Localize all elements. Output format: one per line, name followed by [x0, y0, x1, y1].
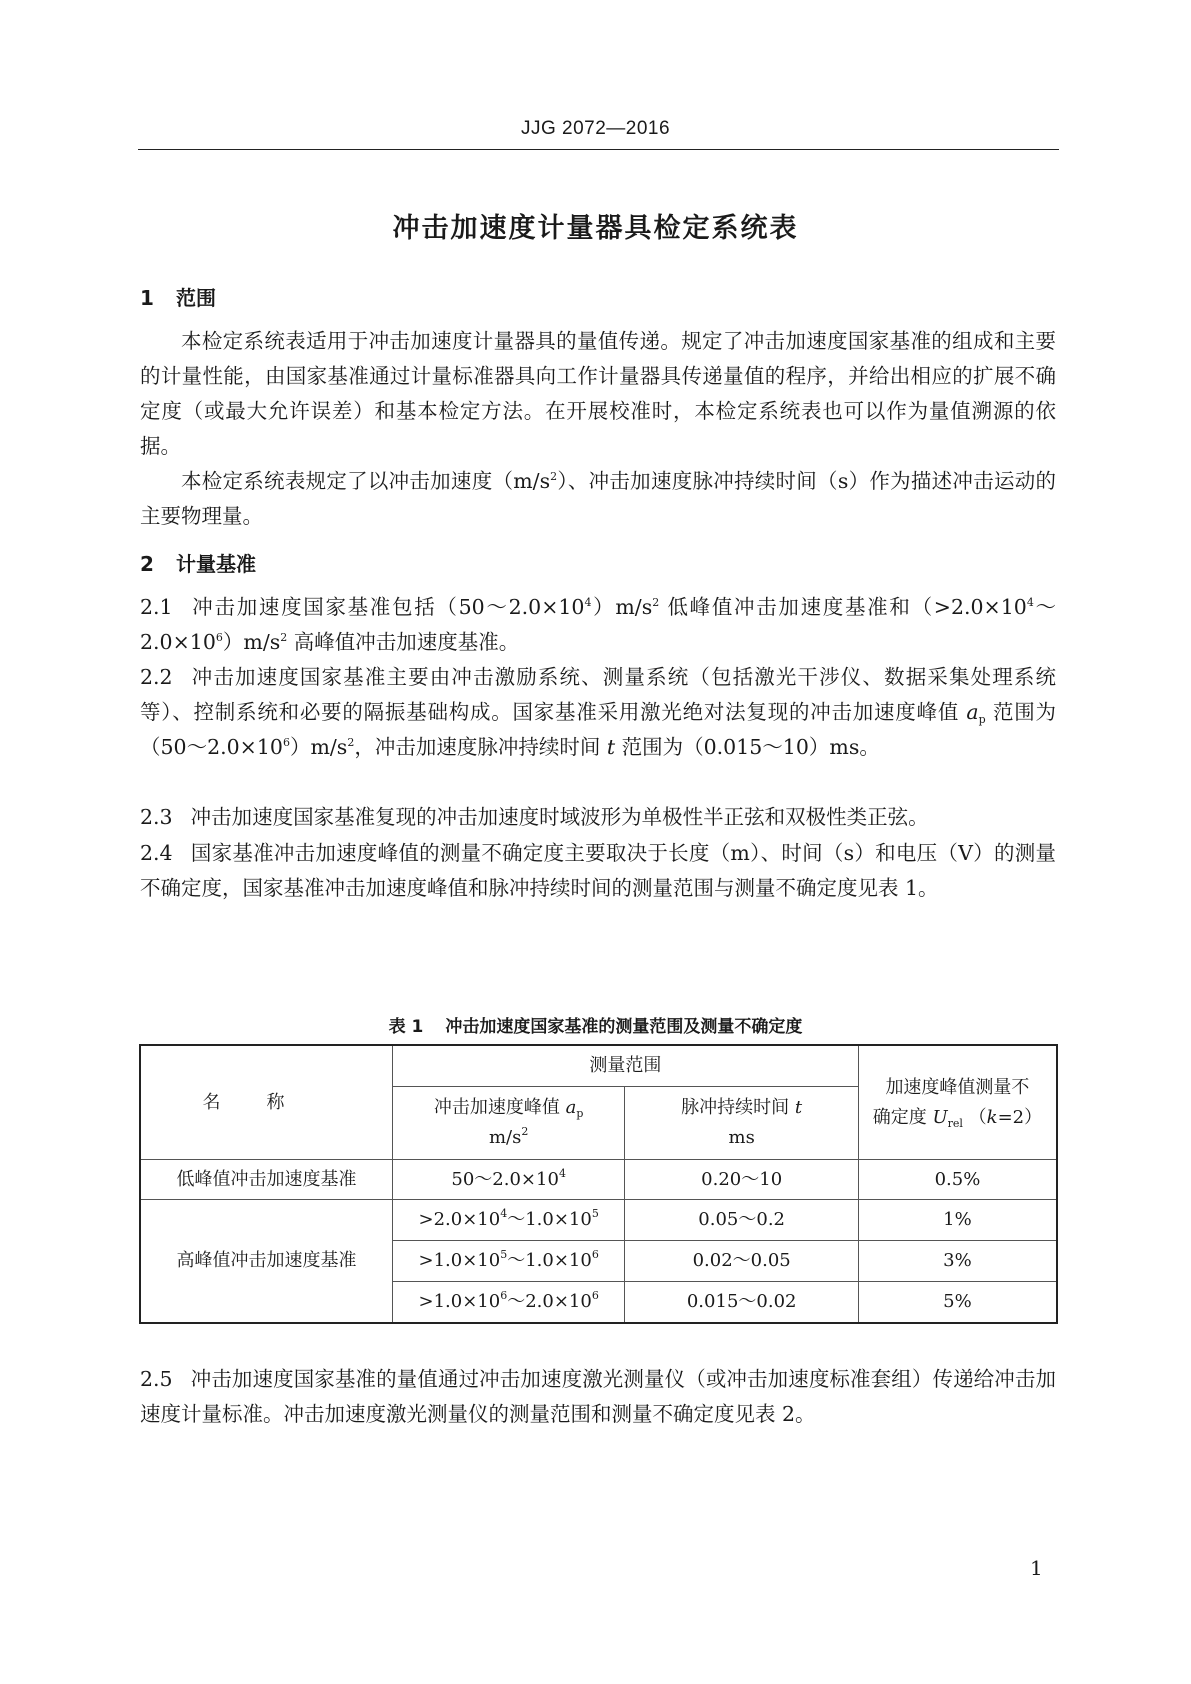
text-run: 冲击加速度峰值 [433, 1097, 560, 1118]
clause-number: 2.2 [140, 665, 173, 689]
symbol: a [966, 700, 979, 724]
page-number: 1 [1030, 1556, 1043, 1580]
scope-paragraph-2 [140, 464, 1056, 534]
table-row [140, 1160, 1057, 1200]
name-cell: 高峰值冲击加速度基准 [140, 1200, 392, 1324]
text-run: ～1.0×10 [507, 1209, 592, 1230]
header-text: 加速度峰值测量不 [885, 1076, 1030, 1098]
header-range-cell: 测量范围 [392, 1045, 858, 1087]
superscript: 4 [558, 1166, 566, 1180]
header-unit: ms [728, 1127, 755, 1148]
duration-cell: 0.20～10 [625, 1160, 858, 1200]
table-1 [139, 1044, 1058, 1324]
duration-cell: 0.02～0.05 [625, 1241, 858, 1282]
section-number: 2 [140, 552, 154, 576]
symbol: a [565, 1097, 577, 1118]
document-code-header: JJG 2072—2016 [520, 118, 671, 139]
peak-range-cell [392, 1200, 625, 1241]
superscript: 5 [500, 1248, 508, 1261]
superscript: 2 [280, 631, 288, 644]
section-title: 计量基准 [176, 552, 256, 576]
scope-paragraph-1: 本检定系统表适用于冲击加速度计量器具的量值传递。规定了冲击加速度国家基准的组成和主要的计量性能，由国家基准通过计量标准器具向工作计量器具传递量值的程序，并给出相应的扩展不确定度（或最大允许误差）和基本检定方法。在开展校准时，本检定系统表也可以作为量值溯源的依据。 [140, 329, 1056, 458]
uncertainty-cell: 5% [858, 1282, 1057, 1324]
text-run: 范围为（0.015～10）ms。 [615, 735, 880, 759]
text-run: >1.0×10 [418, 1250, 501, 1271]
clause-2-2 [140, 660, 1056, 765]
superscript: 4 [500, 1207, 508, 1220]
text-run: 冲击加速度国家基准主要由冲击激励系统、测量系统（包括激光干涉仪、数据采集处理系统等）、控制系统和必要的隔振基础构成。国家基准采用激光绝对法复现的冲击加速度峰值 [140, 665, 1056, 724]
uncertainty-cell: 1% [858, 1200, 1057, 1241]
header-text [393, 1093, 625, 1123]
header-duration-cell [625, 1087, 858, 1160]
superscript: 2 [521, 1125, 529, 1138]
peak-range-cell [392, 1160, 625, 1200]
clause-number: 2.4 [140, 841, 173, 865]
clause-number: 2.1 [140, 595, 173, 619]
text-run: =2） [997, 1106, 1043, 1128]
header-peak-cell [392, 1087, 625, 1160]
text-run: 50～2.0×10 [451, 1168, 559, 1190]
text-run: 确定度 [872, 1106, 927, 1128]
name-cell: 低峰值冲击加速度基准 [140, 1160, 392, 1200]
text-run: ～2.0×10 [140, 595, 1057, 654]
superscript: 2 [550, 470, 558, 483]
superscript: 2 [347, 736, 355, 749]
text-run: >1.0×10 [418, 1291, 501, 1312]
header-text [625, 1093, 857, 1123]
section-1-heading [140, 282, 216, 311]
superscript: 6 [215, 631, 223, 644]
duration-cell: 0.015～0.02 [625, 1282, 858, 1324]
section-number: 1 [140, 286, 154, 310]
clause-number: 2.5 [140, 1367, 173, 1391]
superscript: 6 [500, 1289, 508, 1302]
text-run: 脉冲持续时间 [681, 1097, 790, 1118]
text-run: ）m/s [222, 630, 281, 654]
superscript: 6 [282, 736, 290, 749]
subscript: rel [947, 1116, 963, 1130]
superscript: 4 [584, 596, 592, 609]
text-run: （ [968, 1106, 987, 1128]
symbol: t [606, 735, 616, 759]
clause-2-1 [140, 590, 1056, 660]
text-run: 国家基准冲击加速度峰值的测量不确定度主要取决于长度（m）、时间（s）和电压（V）的测量不确定度，国家基准冲击加速度峰值和脉冲持续时间的测量范围与测量不确定度见表 1。 [140, 841, 1056, 900]
uncertainty-cell: 0.5% [858, 1160, 1057, 1200]
caption-text: 冲击加速度国家基准的测量范围及测量不确定度 [445, 1017, 803, 1037]
section-2-heading [140, 548, 256, 577]
header-divider [138, 149, 1059, 150]
table-1-caption [0, 1012, 1191, 1037]
text-run: 冲击加速度国家基准包括（50～2.0×10 [190, 595, 585, 619]
header-unit [393, 1123, 625, 1153]
text-run: ）m/s [289, 735, 348, 759]
header-uncertainty-cell [858, 1045, 1057, 1160]
text-run: 范围为（50～2.0×10 [140, 700, 1056, 759]
text-run: 低峰值冲击加速度基准和（>2.0×10 [659, 595, 1027, 619]
peak-range-cell [392, 1241, 625, 1282]
superscript: 4 [1026, 596, 1034, 609]
header-text [859, 1103, 1056, 1133]
table-header-row [140, 1045, 1057, 1087]
section-title: 范围 [176, 286, 216, 310]
peak-range-cell [392, 1282, 625, 1324]
text-run: >2.0×10 [418, 1209, 501, 1230]
clause-2-3 [140, 800, 1056, 835]
symbol: t [794, 1097, 803, 1118]
text-run: 冲击加速度国家基准复现的冲击加速度时域波形为单极性半正弦和双极性类正弦。 [190, 805, 929, 829]
caption-number: 表 1 [388, 1017, 424, 1037]
text-run: ）m/s [591, 595, 653, 619]
text-run: ，冲击加速度脉冲持续时间 [354, 735, 607, 759]
text-run: ～1.0×10 [507, 1250, 592, 1271]
text-run: 冲击加速度国家基准的量值通过冲击加速度激光测量仪（或冲击加速度标准套组）传递给冲击加速度计量标准。冲击加速度激光测量仪的测量范围和测量不确定度见表 2。 [140, 1367, 1056, 1426]
clause-2-4 [140, 836, 1056, 906]
duration-cell: 0.05～0.2 [625, 1200, 858, 1241]
text-run: m/s [488, 1127, 522, 1148]
text-run: 本检定系统表规定了以冲击加速度（m/s [181, 469, 551, 493]
superscript: 2 [652, 596, 660, 609]
symbol: U [932, 1106, 948, 1128]
subscript: p [978, 713, 986, 726]
table-row [140, 1200, 1057, 1241]
text-run: ～2.0×10 [507, 1291, 592, 1312]
clause-2-5 [140, 1362, 1056, 1432]
uncertainty-cell: 3% [858, 1241, 1057, 1282]
text-run: ）、冲击加速度脉冲持续时间（s）作为描述冲击运动的主要物理量。 [140, 469, 1056, 528]
text-run: 高峰值冲击加速度基准。 [287, 630, 520, 654]
page-title: 冲击加速度计量器具检定系统表 [392, 213, 799, 244]
subscript: p [576, 1107, 584, 1120]
header-name: 名称 [202, 1091, 331, 1113]
superscript: 6 [591, 1289, 599, 1302]
superscript: 6 [591, 1248, 599, 1261]
clause-number: 2.3 [140, 805, 173, 829]
superscript: 5 [591, 1207, 599, 1220]
header-name-cell [140, 1045, 392, 1160]
symbol: k [986, 1106, 998, 1128]
